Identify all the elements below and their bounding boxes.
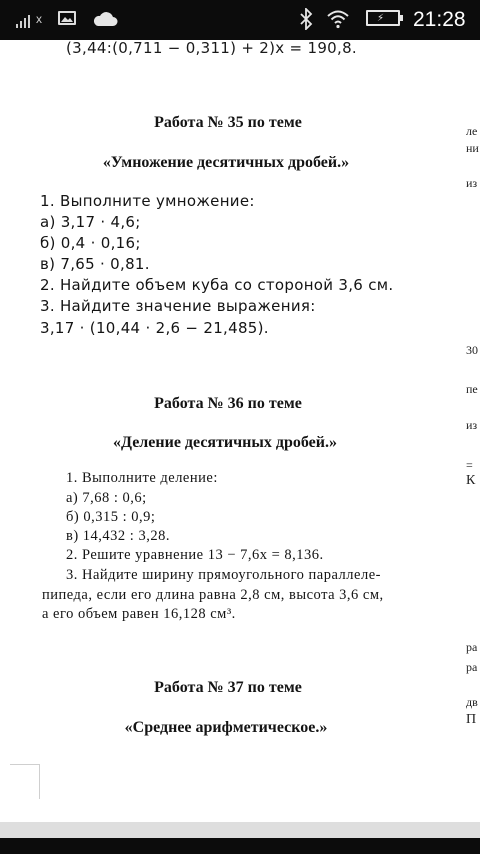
margin-fragment: ра — [466, 660, 478, 674]
margin-fragment: ле — [466, 124, 478, 138]
work36-title: Работа № 36 по теме — [154, 395, 302, 412]
work36-line: пипеда, если его длина равна 2,8 см, высота 3,6 см, — [42, 587, 384, 603]
status-bar — [0, 0, 480, 40]
work36-line: а) 7,68 : 0,6; — [66, 490, 147, 506]
margin-fragment: ни — [466, 141, 479, 155]
work36-line: 2. Решите уравнение 13 − 7,6x = 8,136. — [66, 547, 324, 563]
clock: 21:28 — [413, 8, 466, 31]
work35-title: Работа № 35 по теме — [154, 114, 302, 131]
work35-line: а) 3,17 · 4,6; — [40, 213, 141, 231]
work35-topic: «Умножение десятичных дробей.» — [102, 154, 350, 171]
signal-mark: x — [36, 12, 42, 26]
work36-line: 3. Найдите ширину прямоугольного параллеле- — [66, 567, 381, 583]
image-notification-icon — [58, 11, 76, 25]
signal-icon — [16, 12, 30, 28]
work36-line: б) 0,315 : 0,9; — [66, 509, 156, 525]
work37-title: Работа № 37 по теме — [154, 679, 302, 696]
work36-line: а его объем равен 16,128 см³. — [42, 606, 236, 622]
work35-line: б) 0,4 · 0,16; — [40, 234, 141, 252]
margin-fragment: П — [466, 712, 477, 727]
margin-fragment: 30 — [466, 343, 478, 357]
bluetooth-icon — [299, 8, 313, 30]
work35-line: 3,17 · (10,44 · 2,6 − 21,485). — [40, 319, 269, 337]
battery-charging-icon: ⚡ — [366, 10, 400, 26]
margin-fragment: = — [466, 458, 473, 472]
cloud-icon — [92, 10, 118, 28]
work36-line: в) 14,432 : 3,28. — [66, 528, 170, 544]
cut-off-equation: (3,44:(0,711 − 0,311) + 2)x = 190,8. — [66, 40, 357, 57]
bottom-page-strip — [0, 822, 480, 838]
margin-fragment: из — [466, 176, 478, 190]
work35-line: в) 7,65 · 0,81. — [40, 255, 150, 273]
document-page[interactable] — [0, 40, 480, 822]
wifi-icon — [326, 9, 350, 29]
margin-fragment: из — [466, 418, 478, 432]
work36-line: 1. Выполните деление: — [66, 470, 218, 486]
navigation-bar — [0, 838, 480, 854]
margin-fragment: пе — [466, 382, 478, 396]
work36-topic: «Деление десятичных дробей.» — [113, 434, 337, 451]
work35-line: 1. Выполните умножение: — [40, 192, 255, 210]
work35-line: 2. Найдите объем куба со стороной 3,6 см. — [40, 276, 394, 294]
work37-topic: «Среднее арифметическое.» — [124, 719, 328, 736]
margin-fragment: ра — [466, 640, 478, 654]
page-corner-mark — [10, 764, 40, 799]
work35-line: 3. Найдите значение выражения: — [40, 297, 316, 315]
margin-fragment: К — [466, 473, 476, 488]
margin-fragment: дв — [466, 695, 478, 709]
